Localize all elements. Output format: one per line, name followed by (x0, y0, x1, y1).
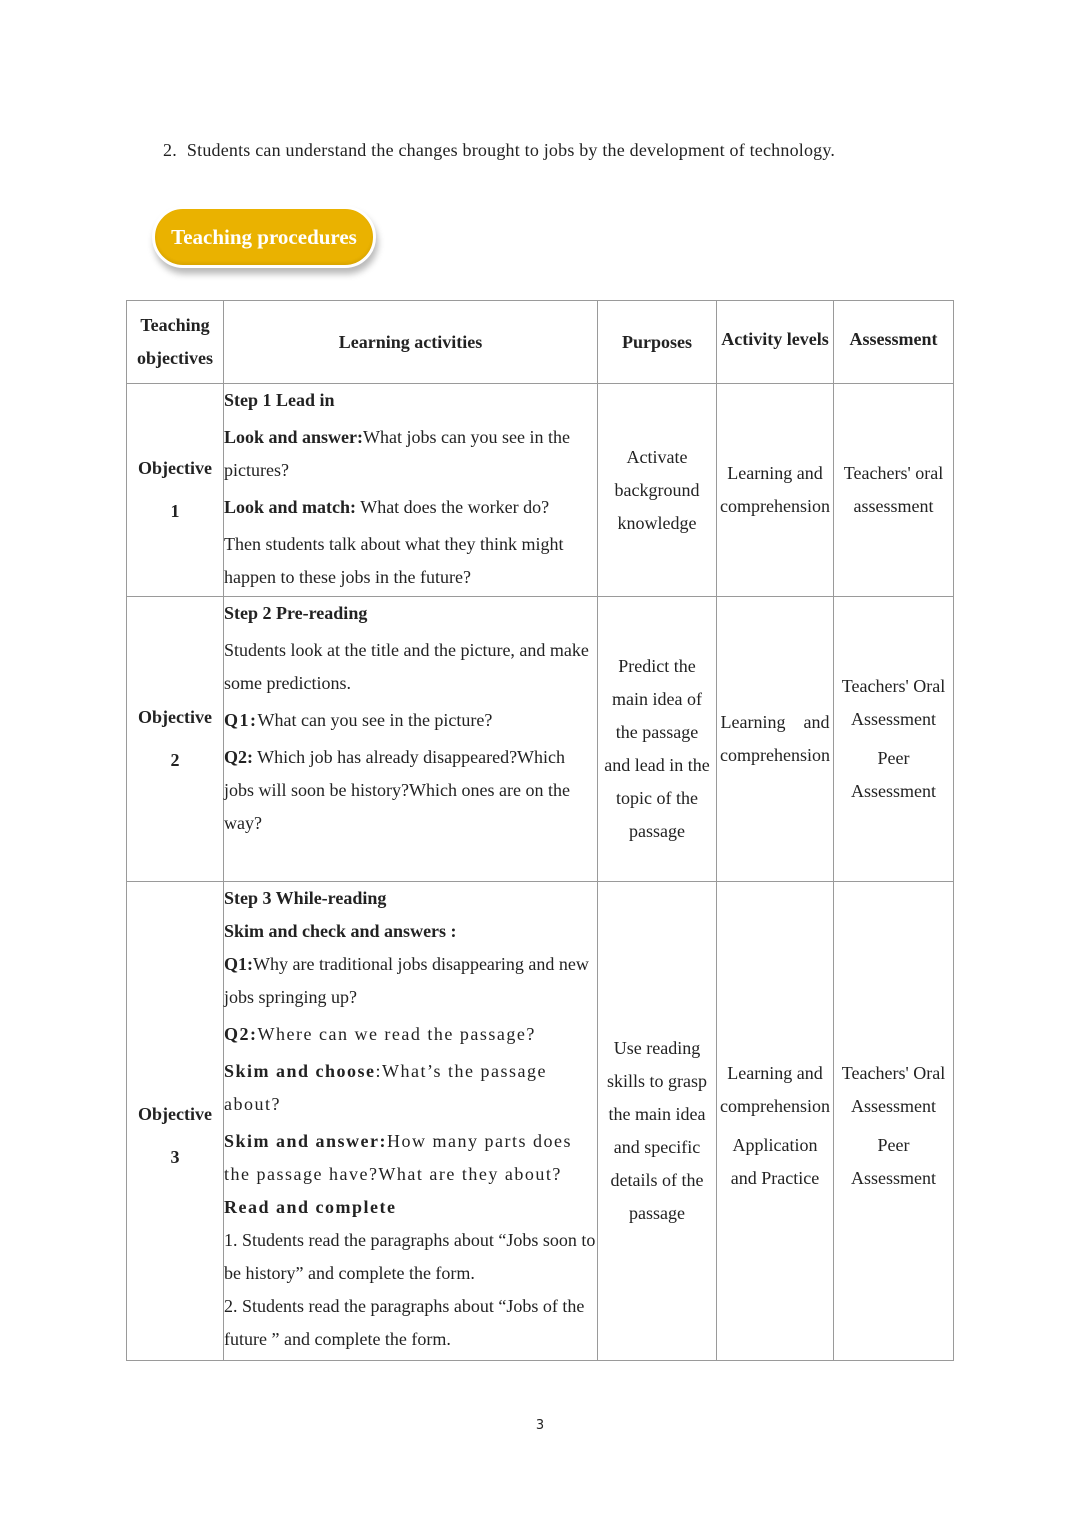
header-levels: Activity levels (717, 301, 834, 384)
teaching-procedures-table (126, 300, 954, 1361)
header-objectives: Teaching objectives (127, 301, 224, 384)
assessment-cell: Teachers' Oral Assessment Peer Assessment (834, 882, 954, 1361)
objective-cell: Objective 1 (127, 384, 224, 597)
level-cell: Learning and comprehension Application and Practice (717, 882, 834, 1361)
objective-cell: Objective 2 (127, 597, 224, 882)
section-badge (152, 206, 376, 268)
header-activities: Learning activities (224, 301, 598, 384)
activity-cell: Step 2 Pre-reading Students look at the title and the picture, and make some predictions. Q1:What can you see in the picture? Q2: Which job has already disappeared?Which jobs will soon be history?Which ones are on the way? (224, 597, 598, 882)
activity-cell: Step 3 While-reading Skim and check and answers : Q1:Why are traditional jobs disappearing and new jobs springing up? Q2:Where can we read the passage? Skim and choose:What’s the passage about? Skim and answer:How many parts does the passage have?What are they about? Read and complete 1. Students read the paragraphs about “Jobs soon to be history” and complete the form. 2. Students read the paragraphs about “Jobs of the future ” and complete the form. (224, 882, 598, 1361)
table-row (127, 597, 954, 882)
assessment-cell: Teachers' oral assessment (834, 384, 954, 597)
purpose-cell: Use reading skills to grasp the main idea and specific details of the passage (598, 882, 717, 1361)
activity-cell: Step 1 Lead in Look and answer:What jobs can you see in the pictures? Look and match: What does the worker do? Then students talk about what they think might happen to these jobs in the future? (224, 384, 598, 597)
purpose-cell: Activate background knowledge (598, 384, 717, 597)
page-number: 3 (535, 1418, 545, 1433)
table-row (127, 384, 954, 597)
objective-cell: Objective 3 (127, 882, 224, 1361)
header-purposes: Purposes (598, 301, 717, 384)
table-header-row (127, 301, 954, 384)
intro-number: 2. (163, 140, 177, 160)
purpose-cell: Predict the main idea of the passage and lead in the topic of the passage (598, 597, 717, 882)
header-assessment: Assessment (834, 301, 954, 384)
intro-text: Students can understand the changes brought to jobs by the development of technology. (186, 140, 836, 160)
section-badge-label: Teaching procedures (171, 225, 357, 249)
level-cell: Learning and comprehension (717, 597, 834, 882)
assessment-cell: Teachers' Oral Assessment Peer Assessment (834, 597, 954, 882)
table-row (127, 882, 954, 1361)
intro-objective (163, 140, 835, 161)
level-cell: Learning and comprehension (717, 384, 834, 597)
